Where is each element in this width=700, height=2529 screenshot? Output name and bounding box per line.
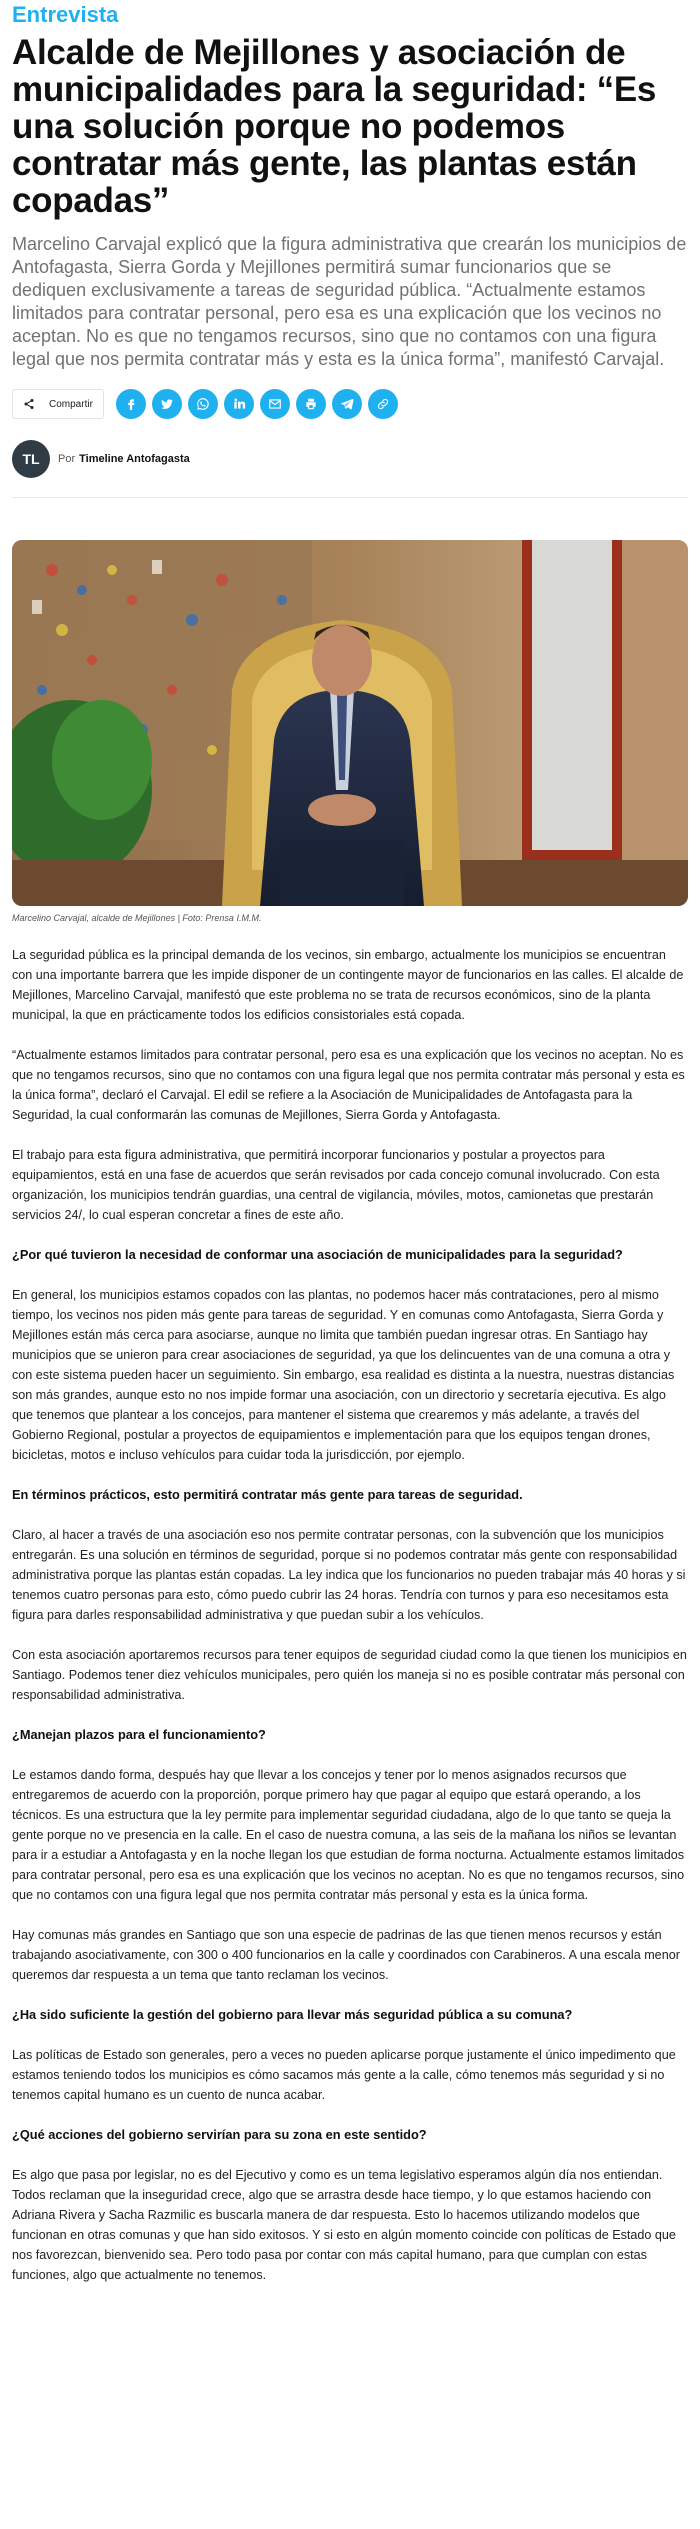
link-icon[interactable] [368, 389, 398, 419]
article-photo [12, 540, 688, 906]
print-icon[interactable] [296, 389, 326, 419]
linkedin-icon[interactable] [224, 389, 254, 419]
photo-caption: Marcelino Carvajal, alcalde de Mejillones | Foto: Prensa I.M.M. [12, 913, 262, 923]
divider [12, 497, 688, 498]
author-row [12, 439, 688, 479]
author-prefix: Por [58, 453, 76, 465]
email-icon[interactable] [260, 389, 290, 419]
avatar[interactable] [12, 440, 50, 478]
paragraph: Claro, al hacer a través de una asociación eso nos permite contratar personas, con la subvención que los municipios entregarán. Es una solución en términos de seguridad, porque si no podemos contratar más gente con responsabilidad administrativa porque las plantas están copadas. La ley indica que los funcionarios no pueden trabajar más 40 horas y si tenemos cuatro personas para esto, cómo puedo cubrir las 24 horas. Tendría con turnos y para eso necesitamos esta figura para darles responsabilidad administrativa y que puedan subir a los vehículos. [12, 1528, 686, 1622]
whatsapp-icon[interactable] [188, 389, 218, 419]
paragraph: Hay comunas más grandes en Santiago que son una especie de padrinas de las que tienen menos recursos y están trabajando asociativamente, con 300 o 400 funcionarios en la calle y coordinados con Carabineros. A una escala menor queremos dar respuesta a un tema que tanto reclaman los vecinos. [12, 1928, 680, 1982]
section-question: ¿Por qué tuvieron la necesidad de conformar una asociación de municipalidades para la seguridad? [12, 1247, 623, 1262]
paragraph: Con esta asociación aportaremos recursos para tener equipos de seguridad ciudad como la que tienen los municipios en Santiago. Podemos tener diez vehículos municipales, pero quién los maneja si no es posible contratar más personal con responsabilidad administrativa. [12, 1648, 687, 1702]
article-body [12, 945, 688, 2285]
share-button[interactable] [12, 389, 104, 419]
section-question: ¿Manejan plazos para el funcionamiento? [12, 1727, 266, 1742]
paragraph: Las políticas de Estado son generales, pero a veces no pueden aplicarse porque justamente el único impedimento que estamos teniendo todos los municipios es cómo sacamos más gente a la calle, cómo tenemos más seguridad y si no tenemos capital humano es un cuento de nunca acabar. [12, 2048, 676, 2102]
avatar-initials: TL [22, 451, 40, 467]
author-name[interactable]: Timeline Antofagasta [79, 453, 190, 465]
article-headline: Alcalde de Mejillones y asociación de municipalidades para la seguridad: “Es una solución porque no podemos contratar más gente, las plantas están copadas” [12, 33, 657, 220]
paragraph: La seguridad pública es la principal demanda de los vecinos, sin embargo, actualmente los municipios se encuentran con una importante barrera que les impide disponer de un contingente mayor de funcionarios en las calles. El alcalde de Mejillones, Marcelino Carvajal, manifestó que este problema no se trata de recursos económicos, sino de la planta municipal, la que en prácticamente todos los edificios consistoriales está copada. [12, 948, 684, 1022]
share-icon [23, 398, 35, 410]
paragraph: Le estamos dando forma, después hay que llevar a los concejos y tener por lo menos asignados recursos que entregaremos de acuerdo con la proporción, porque primero hay que pagar al equipo que estará operando, a los técnicos. Es una estructura que la ley permite para implementar seguridad ciudadana, algo de lo que tanto se queja la gente porque no ve presencia en la calle. En el caso de nuestra comuna, a las seis de la mañana los niños se levantan para ir a estudiar a Antofagasta y en la noche llegan los que estudian de forma nocturna. Actualmente estamos limitados para contratar personal, pero esa es una explicación que los vecinos no aceptan. No es que no tengamos recursos, sino que no contamos con una figura legal que nos permita contratar más personal y esta es la única forma. [12, 1768, 685, 1902]
facebook-icon[interactable] [116, 389, 146, 419]
paragraph: “Actualmente estamos limitados para contratar personal, pero esa es una explicación que los vecinos no aceptan. No es que no tengamos recursos, sino que no contamos con una figura legal que nos permita contratar más personal y esta es la única forma”, declaró el Carvajal. El edil se refiere a la Asociación de Municipalidades de Antofagasta para la Seguridad, la cual conformarán las comunas de Mejillones, Sierra Gorda y Antofagasta. [12, 1048, 685, 1122]
share-bar [12, 389, 688, 419]
paragraph: Es algo que pasa por legislar, no es del Ejecutivo y como es un tema legislativo esperamos algún día nos entiendan. Todos reclaman que la inseguridad crece, algo que se arrastra desde hace tiempo, y lo que estamos haciendo con Adriana Rivera y Sacha Razmilic es buscarla manera de dar respuesta. Esto lo hacemos utilizando modelos que funcionan en otras comunas y que han sido exitosos. Y si esto en algún momento coincide con políticas de Estado que nos favorezcan, bienvenido sea. Pero todo pasa por contar con más capital humano, para que cumplan con estas funciones, algo que actualmente no tenemos. [12, 2168, 676, 2282]
section-question: En términos prácticos, esto permitirá contratar más gente para tareas de seguridad. [12, 1487, 523, 1502]
paragraph: En general, los municipios estamos copados con las plantas, no podemos hacer más contrataciones, pero al mismo tiempo, los vecinos nos piden más gente para tareas de seguridad. Y en comunas como Antofagasta, Sierra Gorda y Mejillones están más cerca para asociarse, aunque no limita que también puedan ingresar otras. En Santiago hay municipios que se unieron para crear asociaciones de seguridad, ya que los delincuentes van de una comuna a otra y con este sistema pueden hacer un seguimiento. Sin embargo, esa realidad es distinta a la nuestra, nuestras distancias son más grandes, aunque esto no nos impide formar una asociación, con un directorio y secretaría ejecutiva. Es algo que tenemos que plantear a los concejos, para mantener el sistema que crearemos y más adelante, a través del Gobierno Regional, postular a proyectos de equipamientos e implementación para que los equipos tengan drones, bicicletas, motos e incluso vehículos para cuidar toda la jurisdicción, por ejemplo. [12, 1288, 675, 1462]
paragraph: El trabajo para esta figura administrativa, que permitirá incorporar funcionarios y postular a proyectos para equipamientos, está en una fase de acuerdos que serán revisados por cada concejo comunal involucrado. Con esta organización, los municipios tendrán guardias, una central de vigilancia, móviles, motos, camionetas que prestarán servicios 24/, lo cual esperan concretar a fines de este año. [12, 1148, 660, 1222]
twitter-icon[interactable] [152, 389, 182, 419]
article-lead: Marcelino Carvajal explicó que la figura administrativa que crearán los municipios de Antofagasta, Sierra Gorda y Mejillones permitirá sumar funcionarios que se dediquen exclusivamente a tareas de seguridad pública. “Actualmente estamos limitados para contratar personal, pero esa es una explicación que los vecinos no aceptan. No es que no tengamos recursos, sino que no contamos con una figura legal que nos permita contratar más y esta es la única forma”, manifestó Carvajal. [12, 234, 687, 369]
section-question: ¿Ha sido suficiente la gestión del gobierno para llevar más seguridad pública a su comuna? [12, 2007, 573, 2022]
section-question: ¿Qué acciones del gobierno servirían para su zona en este sentido? [12, 2127, 427, 2142]
share-label: Compartir [49, 398, 93, 410]
article-category[interactable]: Entrevista [12, 2, 119, 27]
telegram-icon[interactable] [332, 389, 362, 419]
social-buttons [116, 389, 398, 419]
